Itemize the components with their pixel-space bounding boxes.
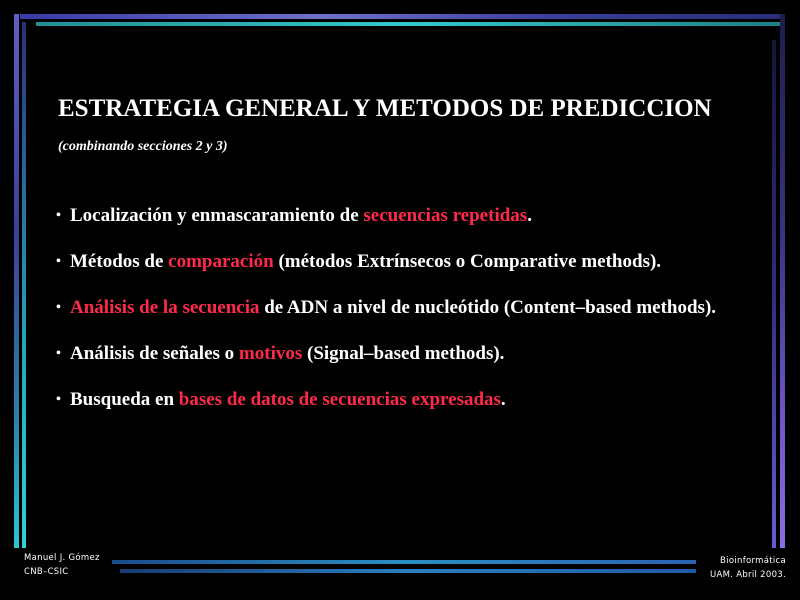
bullet-highlight-text: motivos (238, 343, 303, 364)
decorative-bar-bottom-inner (120, 569, 696, 573)
bullet-text: Localización y enmascaramiento de (70, 205, 364, 226)
footer-course-date: UAM. Abril 2003. (709, 570, 786, 580)
bullet-text: Busqueda en (70, 389, 179, 410)
bullet-marker: • (56, 346, 61, 361)
slide-title-main: ESTRATEGIA GENERAL Y METODOS DE PREDICCION (58, 95, 712, 122)
decorative-bar-right (780, 14, 785, 548)
bullet-item (56, 340, 756, 368)
bullet-text: Métodos de (70, 251, 169, 272)
bullet-text: (Signal–based methods). (302, 343, 505, 364)
decorative-bar-left-inner (22, 22, 26, 548)
bullet-marker: • (56, 208, 61, 223)
slide-subtitle: (combinando secciones 2 y 3) (58, 139, 228, 154)
decorative-bar-right-inner (772, 40, 776, 548)
footer-course-name: Bioinformática (720, 556, 786, 566)
bullet-text: (métodos Extrínsecos o Comparative methods). (273, 251, 662, 272)
bullet-marker: • (56, 254, 61, 269)
bullet-highlight-text: secuencias repetidas (363, 205, 528, 226)
footer-course (710, 554, 786, 582)
bullet-marker: • (56, 300, 61, 315)
bullet-text: Análisis de señales o (70, 343, 239, 364)
bullet-marker: • (56, 392, 61, 407)
decorative-bar-top-inner (36, 22, 780, 26)
bullet-highlight-text: Análisis de la secuencia (70, 297, 260, 318)
decorative-bar-bottom (112, 560, 696, 564)
bullet-item (56, 202, 756, 230)
bullet-item (56, 386, 756, 414)
bullet-highlight-text: bases de datos de secuencias expresadas (178, 389, 501, 410)
bullet-text: de ADN a nivel de nucleótido (Content–based methods). (259, 297, 717, 318)
bullet-item (56, 248, 756, 276)
bullet-highlight-text: comparación (168, 251, 274, 272)
footer-author (24, 551, 100, 579)
bullet-text: . (527, 205, 532, 226)
slide-title (58, 92, 738, 164)
decorative-bar-left (14, 14, 19, 548)
bullet-text: . (500, 389, 506, 410)
bullet-item (56, 294, 756, 322)
decorative-bar-top (20, 14, 780, 19)
footer-author-institution: CNB–CSIC (24, 567, 69, 577)
footer-author-name: Manuel J. Gómez (24, 553, 100, 563)
bullet-list (56, 202, 756, 432)
